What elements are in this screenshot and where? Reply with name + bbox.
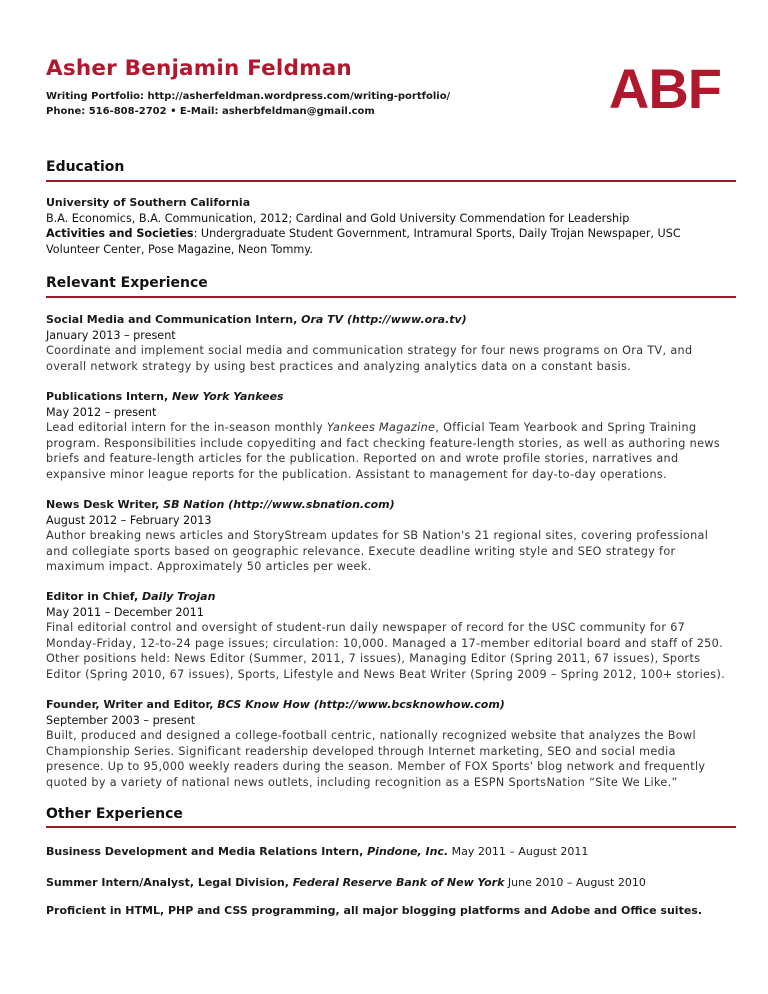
relevant-heading: Relevant Experience (46, 275, 208, 291)
experience-dates: September 2003 – present (46, 713, 196, 727)
other-heading: Other Experience (46, 806, 183, 822)
role: Editor in Chief, (46, 590, 142, 603)
dates: May 2011 – August 2011 (448, 845, 589, 858)
education-block (46, 195, 726, 257)
dates: June 2010 – August 2010 (504, 876, 646, 889)
role: Summer Intern/Analyst, Legal Division, (46, 876, 293, 889)
experience-description: Author breaking news articles and StoryStream updates for SB Nation's 21 regional sites, covering professional and collegiate sports based on geographic relevance. Execute deadline writing style and SEO strategy for maximum impact. Approximately 50 articles per week. (46, 529, 709, 574)
experience-item (46, 589, 726, 683)
experience-item (46, 389, 726, 483)
portfolio-link[interactable]: Writing Portfolio: http://asherfeldman.wordpress.com/writing-portfolio/ (46, 91, 451, 102)
experience-description: Coordinate and implement social media and communication strategy for four news programs on Ora TV, and overall network strategy by using best practices and analyzing analytics data on a constant basis. (46, 344, 693, 373)
experience-dates: January 2013 – present (46, 328, 176, 342)
desc-part: Lead editorial intern for the in-season monthly (46, 421, 327, 435)
other-item (46, 876, 736, 889)
organization: BCS Know How (http://www.bcsknowhow.com) (217, 698, 505, 711)
organization: Pindone, Inc. (367, 845, 449, 858)
role: Founder, Writer and Editor, (46, 698, 218, 711)
experience-description: Final editorial control and oversight of student-run daily newspaper of record for the USC community for 67 Monday-Friday, 12-to-24 page issues; circulation: 10,000. Managed a 17-member editorial board and staff of 250. Other positions held: News Editor (Summer, 2011, 7 issues), Managing Editor (Spring 2011, 67 issues), Sports Editor (Spring 2010, 67 issues), Sports, Lifestyle and News Beat Writer (Spring 2009 – Spring 2012, 100+ stories). (46, 621, 726, 681)
relevant-rule (46, 296, 736, 298)
experience-item (46, 497, 726, 575)
other-item (46, 845, 736, 858)
contact-info (46, 89, 450, 119)
experience-title (46, 589, 726, 605)
degree-line: B.A. Economics, B.A. Communication, 2012; Cardinal and Gold University Commendation for Leadership (46, 211, 630, 225)
organization: Daily Trojan (142, 590, 216, 603)
school-name: University of Southern California (46, 196, 251, 209)
organization: SB Nation (http://www.sbnation.com) (163, 498, 395, 511)
experience-title (46, 497, 726, 513)
monogram-logo: ABF (608, 57, 721, 120)
role: Business Development and Media Relations Intern, (46, 845, 368, 858)
activities-line (46, 226, 726, 257)
experience-title (46, 697, 726, 713)
activities-label: Activities and Societies (46, 227, 194, 241)
organization: New York Yankees (171, 390, 284, 403)
experience-item (46, 312, 726, 374)
organization: Ora TV (http://www.ora.tv) (301, 313, 467, 326)
desc-italic: Yankees Magazine (326, 421, 436, 435)
phone-email: Phone: 516-808-2702 • E-Mail: asherbfeldman@gmail.com (46, 106, 375, 117)
experience-item (46, 697, 726, 791)
organization: Federal Reserve Bank of New York (292, 876, 505, 889)
experience-title (46, 389, 726, 405)
experience-dates: May 2011 – December 2011 (46, 605, 204, 619)
role: Publications Intern, (46, 390, 172, 403)
skills-line: Proficient in HTML, PHP and CSS programming, all major blogging platforms and Adobe and Office suites. (46, 904, 703, 917)
role: Social Media and Communication Intern, (46, 313, 302, 326)
experience-description (46, 420, 726, 482)
experience-description: Built, produced and designed a college-football centric, nationally recognized website that analyzes the Bowl Championship Series. Significant readership developed through Internet marketing, SEO and social media presence. Up to 95,000 weekly readers during the season. Member of FOX Sports' blog network and frequently quoted by a variety of national news outlets, including recognition as a ESPN SportsNation “Site We Like.” (46, 729, 706, 789)
education-rule (46, 180, 736, 182)
other-rule (46, 826, 736, 828)
education-heading: Education (46, 159, 125, 175)
experience-dates: May 2012 – present (46, 405, 157, 419)
experience-title (46, 312, 726, 328)
desc-part: , Official Team Yearbook and Spring Training program. Responsibilities include copyediting and fact checking feature-length stories, as well as authoring news briefs and feature-length articles for the publication. Reported on and wrote profile stories, narratives and expansive minor league reports for the publication. Assistant to management for day-to-day operations. (46, 421, 721, 481)
activities-text: : Undergraduate Student Government, Intramural Sports, Daily Trojan Newspaper, USC Volunteer Center, Pose Magazine, Neon Tommy. (46, 227, 681, 256)
experience-dates: August 2012 – February 2013 (46, 513, 212, 527)
candidate-name: Asher Benjamin Feldman (46, 56, 352, 81)
role: News Desk Writer, (46, 498, 164, 511)
